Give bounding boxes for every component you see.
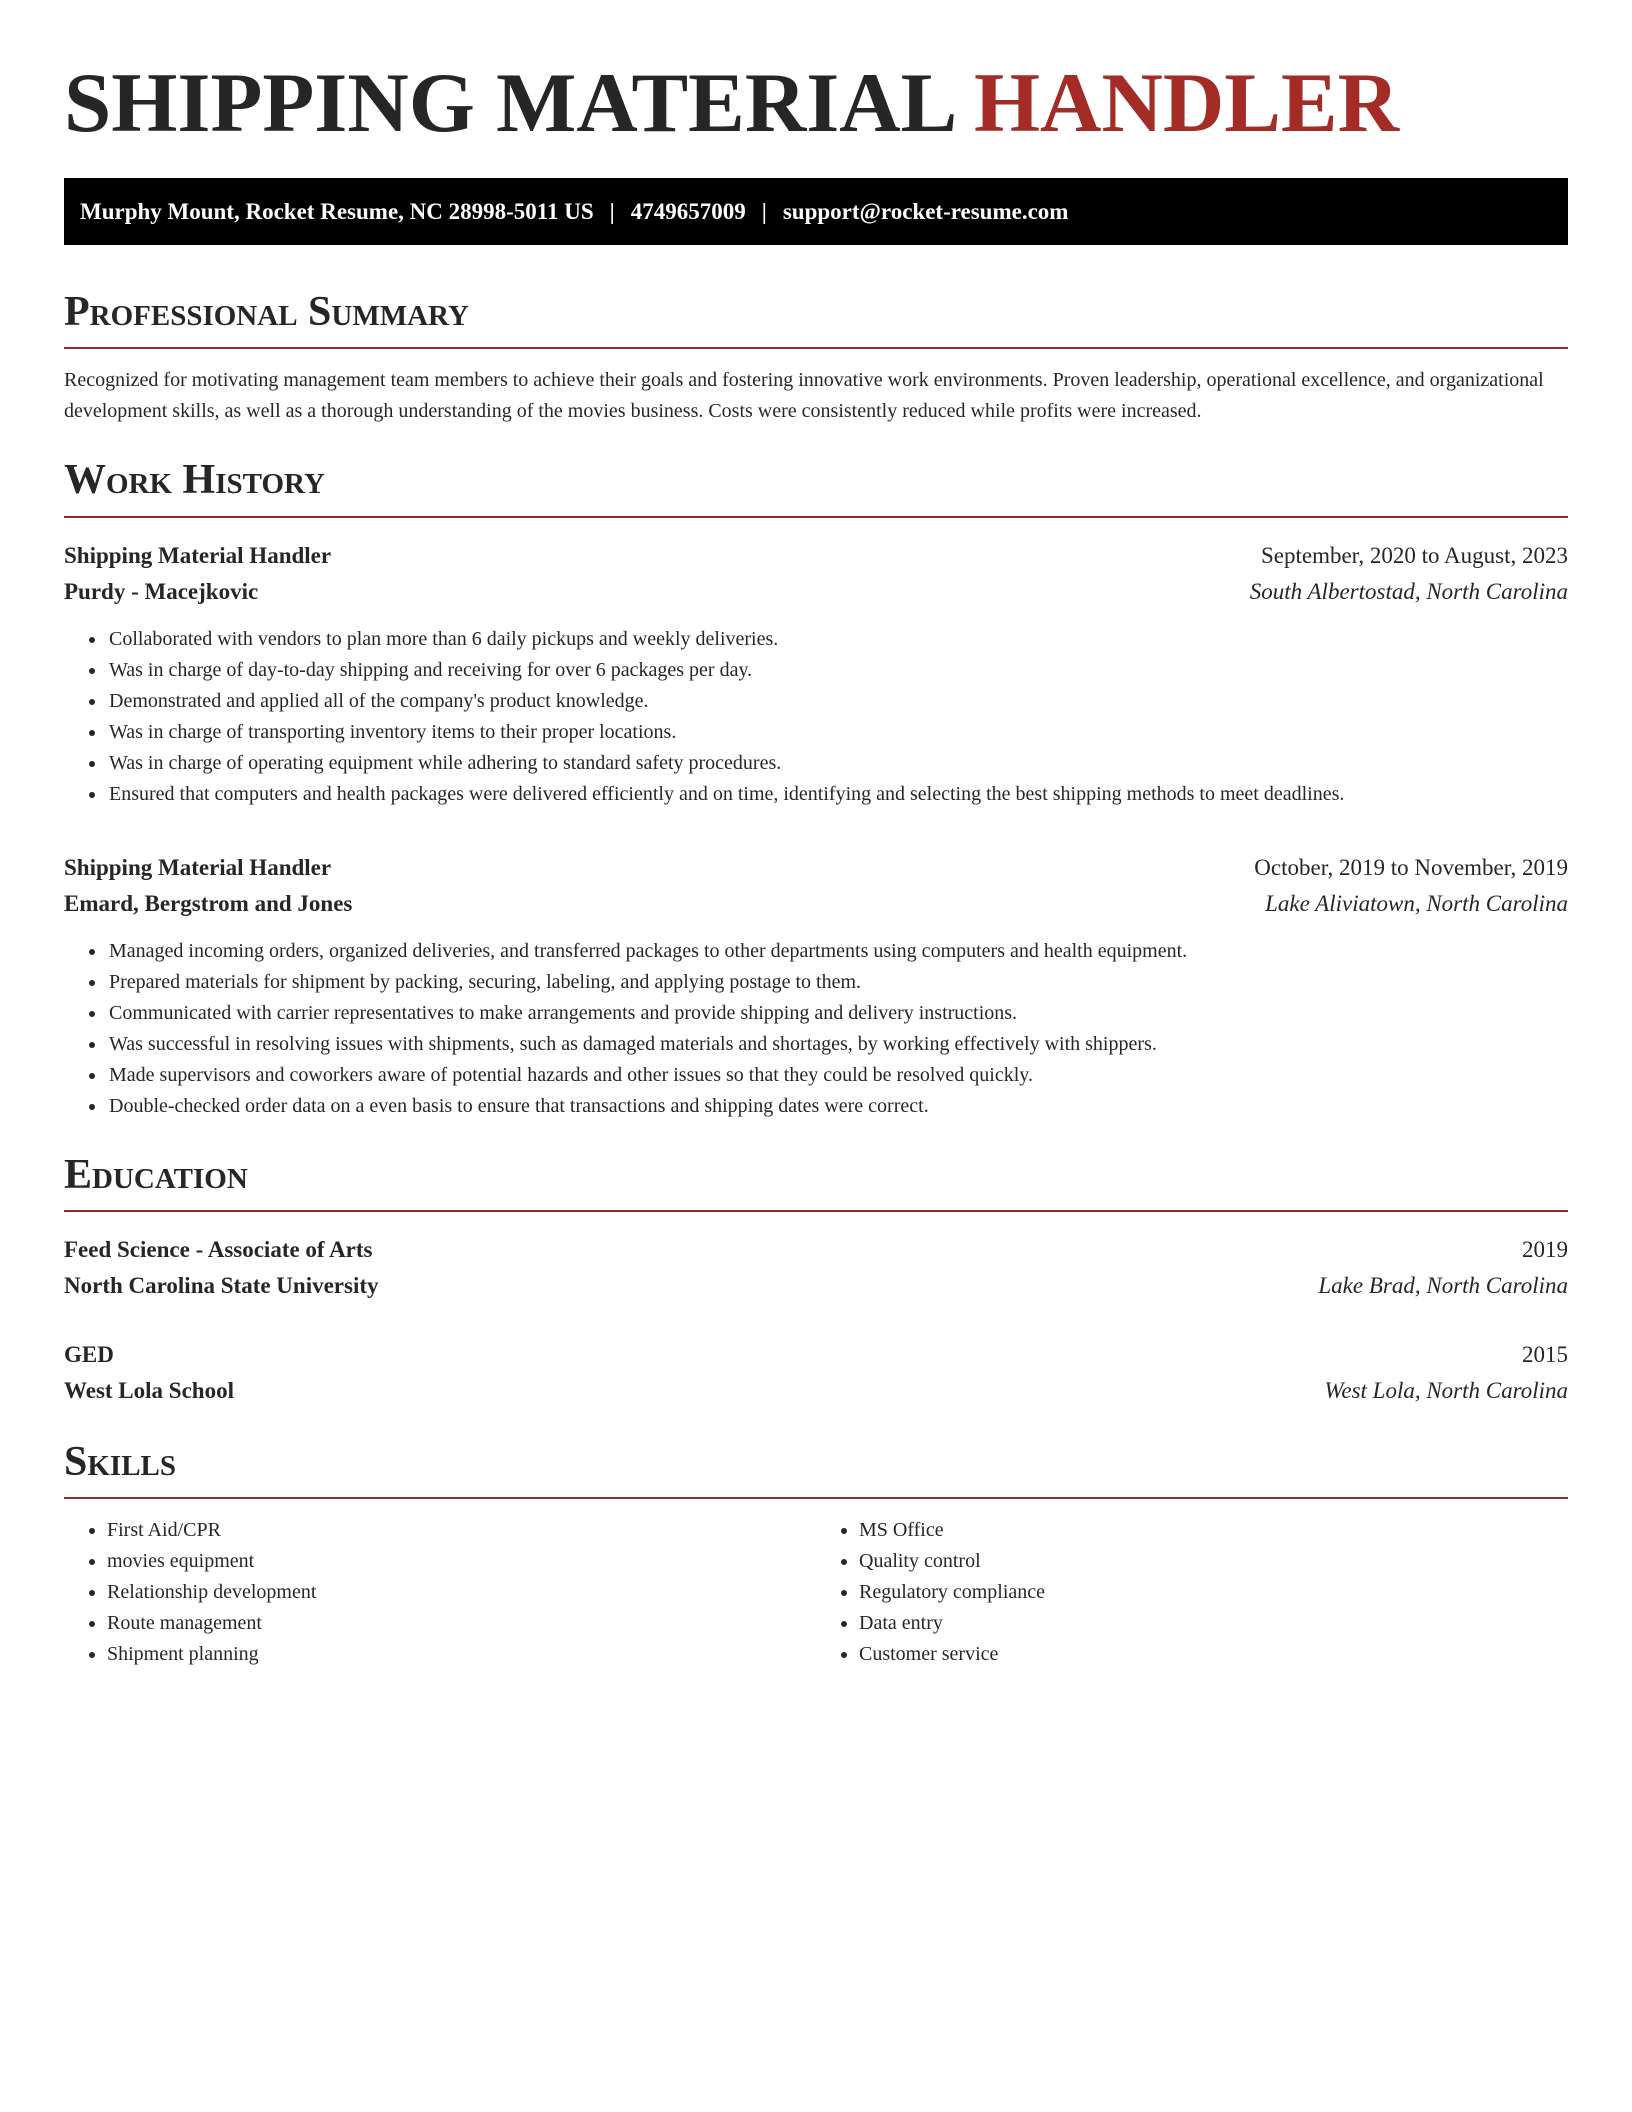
education-school-row [64, 1373, 1568, 1409]
summary-heading: Professional Summary [64, 289, 1568, 349]
education-degree: Feed Science - Associate of Arts [64, 1236, 373, 1262]
list-item: • Double-checked order data on a even basis to ensure that transactions and shipping dates were correct. [107, 1091, 1568, 1122]
job-title: Shipping Material Handler [64, 542, 332, 568]
contact-bar [64, 178, 1568, 245]
contact-separator: | [609, 198, 615, 224]
skill-item: • Shipment planning [107, 1639, 816, 1670]
skill-item: • Customer service [859, 1639, 1568, 1670]
contact-email: support@rocket-resume.com [782, 198, 1069, 224]
education-school: North Carolina State University [64, 1272, 379, 1298]
list-item: • Managed incoming orders, organized deliveries, and transferred packages to other departments using computers and health equipment. [107, 936, 1568, 967]
list-item: • Communicated with carrier representatives to make arrangements and provide shipping and delivery instructions. [107, 998, 1568, 1029]
job-location: Lake Aliviatown, North Carolina [1265, 890, 1568, 916]
job-company: Emard, Bergstrom and Jones [64, 890, 353, 916]
work-history-section [64, 457, 1568, 1121]
job-dates: October, 2019 to November, 2019 [1254, 854, 1568, 880]
skill-item: • Relationship development [107, 1577, 816, 1608]
job-location: South Albertostad, North Carolina [1249, 578, 1568, 604]
skills-list-left [64, 1515, 816, 1670]
education-school: West Lola School [64, 1377, 234, 1403]
skill-item: • Route management [107, 1608, 816, 1639]
resume-title [64, 50, 1568, 156]
contact-address: Murphy Mount, Rocket Resume, NC 28998-5011 US [80, 198, 594, 224]
contact-phone: 4749657009 [630, 198, 746, 224]
job-header-row [64, 850, 1568, 886]
job-company-row [64, 886, 1568, 922]
job-entry [64, 538, 1568, 810]
skills-list-right [816, 1515, 1568, 1670]
job-dates: September, 2020 to August, 2023 [1260, 542, 1568, 568]
list-item: • Ensured that computers and health packages were delivered efficiently and on time, identifying and selecting the best shipping methods to meet deadlines. [107, 779, 1568, 810]
skill-item: • Data entry [859, 1608, 1568, 1639]
skills-grid [64, 1515, 1568, 1670]
skill-item: • movies equipment [107, 1546, 816, 1577]
job-duties-list [64, 624, 1568, 810]
job-company: Purdy - Macejkovic [64, 578, 259, 604]
education-year: 2019 [1522, 1236, 1568, 1262]
title-job-name: SHIPPING MATERIAL [64, 56, 953, 150]
job-company-row [64, 574, 1568, 610]
education-degree: GED [64, 1341, 114, 1367]
list-item: • Was in charge of day-to-day shipping and receiving for over 6 packages per day. [107, 655, 1568, 686]
title-job-accent: HANDLER [973, 56, 1399, 150]
list-item: • Demonstrated and applied all of the company's product knowledge. [107, 686, 1568, 717]
skills-section [64, 1439, 1568, 1670]
summary-text: Recognized for motivating management team members to achieve their goals and fostering innovative work environments. Proven leadership, operational excellence, and organizational development skills, as well as a thorough understanding of the movies business. Costs were consistently reduced while profits were increased. [64, 369, 1544, 423]
education-location: Lake Brad, North Carolina [1318, 1272, 1568, 1298]
skill-item: • First Aid/CPR [107, 1515, 816, 1546]
education-location: West Lola, North Carolina [1324, 1377, 1568, 1403]
list-item: • Was in charge of transporting inventory items to their proper locations. [107, 717, 1568, 748]
summary-section [64, 289, 1568, 427]
list-item: • Prepared materials for shipment by packing, securing, labeling, and applying postage to them. [107, 967, 1568, 998]
job-duties-list [64, 936, 1568, 1122]
job-entry [64, 850, 1568, 1122]
job-header-row [64, 538, 1568, 574]
education-section [64, 1152, 1568, 1409]
skill-item: • Regulatory compliance [859, 1577, 1568, 1608]
list-item: • Was in charge of operating equipment while adhering to standard safety procedures. [107, 748, 1568, 779]
skills-heading: Skills [64, 1439, 1568, 1499]
education-degree-row [64, 1337, 1568, 1373]
list-item: • Made supervisors and coworkers aware of potential hazards and other issues so that they could be resolved quickly. [107, 1060, 1568, 1091]
education-entry [64, 1337, 1568, 1409]
work-history-heading: Work History [64, 457, 1568, 517]
job-title: Shipping Material Handler [64, 854, 332, 880]
education-entry [64, 1232, 1568, 1304]
skill-item: • MS Office [859, 1515, 1568, 1546]
education-heading: Education [64, 1152, 1568, 1212]
list-item: • Collaborated with vendors to plan more than 6 daily pickups and weekly deliveries. [107, 624, 1568, 655]
contact-separator: | [761, 198, 767, 224]
education-year: 2015 [1522, 1341, 1568, 1367]
skill-item: • Quality control [859, 1546, 1568, 1577]
education-degree-row [64, 1232, 1568, 1268]
education-school-row [64, 1268, 1568, 1304]
list-item: • Was successful in resolving issues with shipments, such as damaged materials and shortages, by working effectively with shippers. [107, 1029, 1568, 1060]
